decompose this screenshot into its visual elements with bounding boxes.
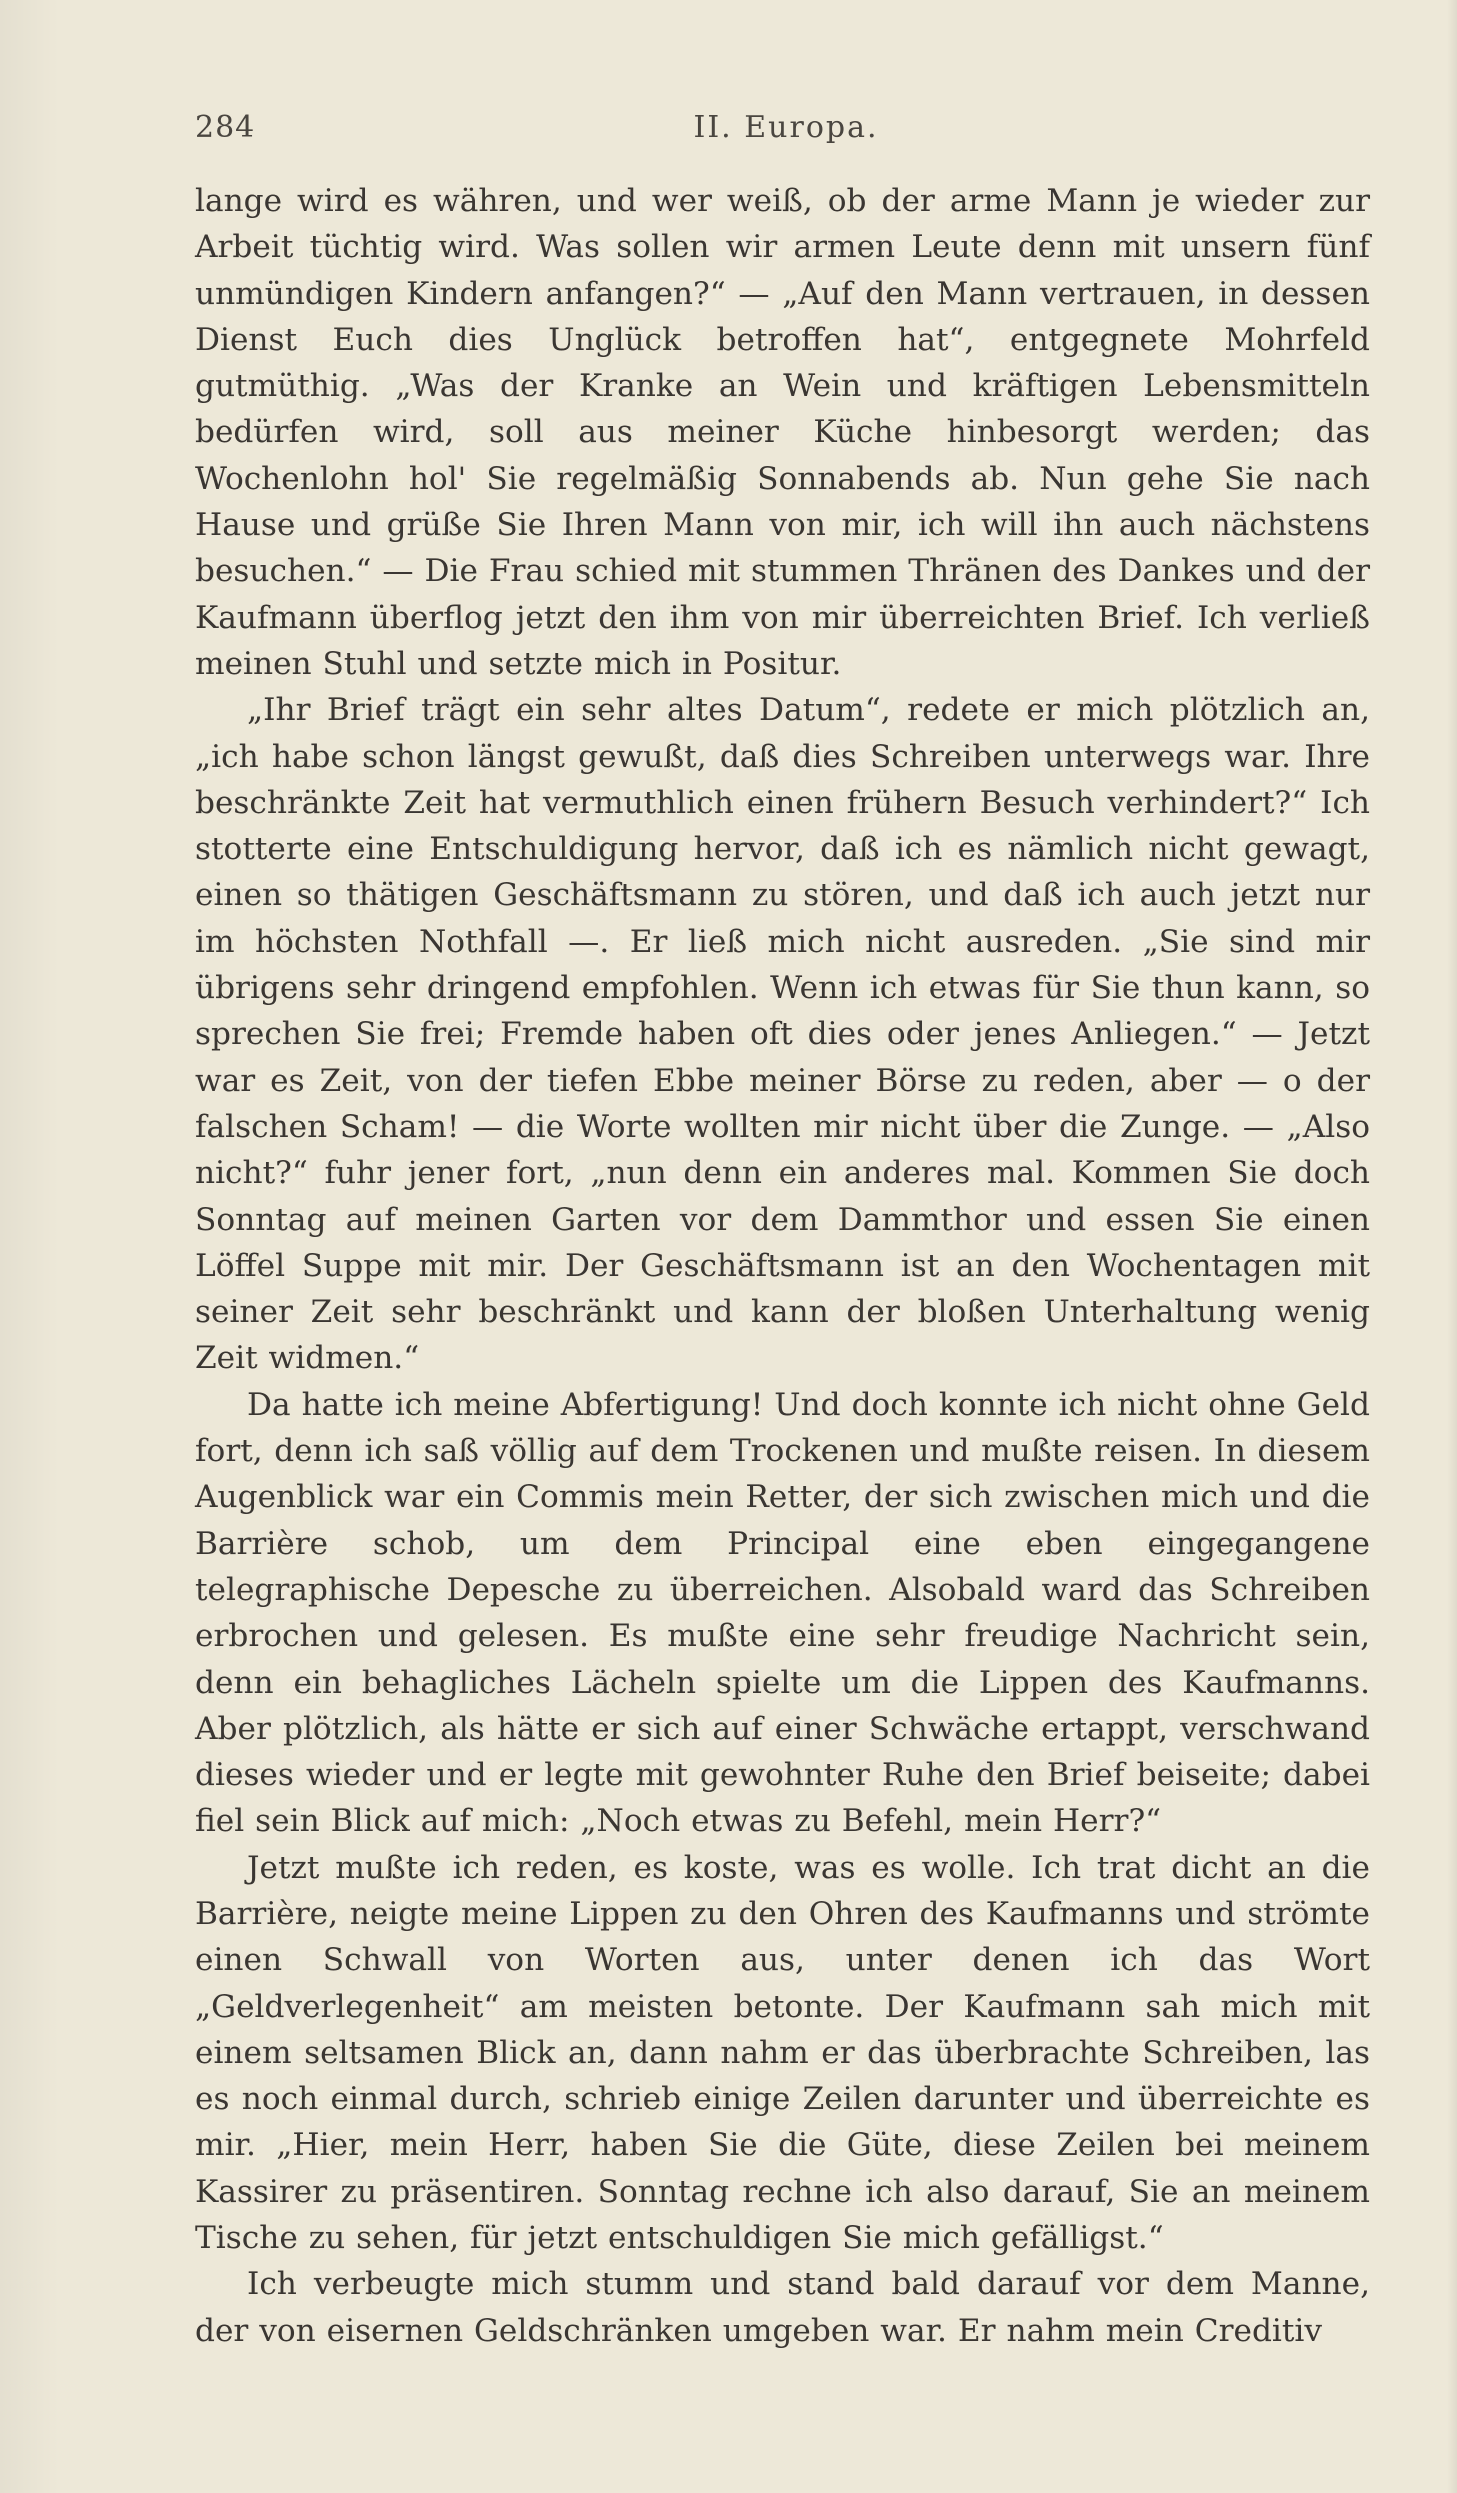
page-edge-shadow xyxy=(1447,0,1457,2493)
paragraph-1: lange wird es währen, und wer weiß, ob der arme Mann je wieder zur Arbeit tüchtig wird. Was sollen wir armen Leute denn mit unsern fünf unmündigen Kindern anfangen?“ — „Auf den Mann vertrauen, in dessen Dienst Euch dies Unglück betroffen hat“, entgegnete Mohrfeld gutmüthig. „Was der Kranke an Wein und kräftigen Lebensmitteln bedürfen wird, soll aus meiner Küche hinbesorgt werden; das Wochenlohn hol' Sie regelmäßig Sonnabends ab. Nun gehe Sie nach Hause und grüße Sie Ihren Mann von mir, ich will ihn auch nächstens besuchen.“ — Die Frau schied mit stummen Thränen des Dankes und der Kaufmann überflog jetzt den ihm von mir überreichten Brief. Ich verließ meinen Stuhl und setzte mich in Positur. xyxy=(195,183,1370,682)
paragraph-2: „Ihr Brief trägt ein sehr altes Datum“, redete er mich plötzlich an, „ich habe schon längst gewußt, daß dies Schreiben unterwegs war. Ihre beschränkte Zeit hat vermuthlich einen frühern Besuch verhindert?“ Ich stotterte eine Entschuldigung hervor, daß ich es nämlich nicht gewagt, einen so thätigen Geschäftsmann zu stören, und daß ich auch jetzt nur im höchsten Nothfall —. Er ließ mich nicht ausreden. „Sie sind mir übrigens sehr dringend empfohlen. Wenn ich etwas für Sie thun kann, so sprechen Sie frei; Fremde haben oft dies oder jenes Anliegen.“ — Jetzt war es Zeit, von der tiefen Ebbe meiner Börse zu reden, aber — o der falschen Scham! — die Worte wollten mir nicht über die Zunge. — „Also nicht?“ fuhr jener fort, „nun denn ein anderes mal. Kommen Sie doch Sonntag auf meinen Garten vor dem Dammthor und essen Sie einen Löffel Suppe mit mir. Der Geschäftsmann ist an den Wochentagen mit seiner Zeit sehr beschränkt und kann der bloßen Unterhaltung wenig Zeit widmen.“ xyxy=(195,692,1370,1377)
body-text xyxy=(195,178,1370,2354)
page-number: 284 xyxy=(195,110,256,145)
paragraph-4: Jetzt mußte ich reden, es koste, was es wolle. Ich trat dicht an die Barrière, neigte meine Lippen zu den Ohren des Kaufmanns und strömte einen Schwall von Worten aus, unter denen ich das Wort „Geldverlegenheit“ am meisten betonte. Der Kaufmann sah mich mit einem seltsamen Blick an, dann nahm er das überbrachte Schreiben, las es noch einmal durch, schrieb einige Zeilen darunter und überreichte es mir. „Hier, mein Herr, haben Sie die Güte, diese Zeilen bei meinem Kassirer zu präsentiren. Sonntag rechne ich also darauf, Sie an meinem Tische zu sehen, für jetzt entschuldigen Sie mich gefälligst.“ xyxy=(195,1849,1370,2257)
page-header xyxy=(195,110,1377,158)
paragraph-5: Ich verbeugte mich stumm und stand bald darauf vor dem Manne, der von eisernen Geldschränken umgeben war. Er nahm mein Creditiv xyxy=(195,2266,1370,2349)
running-title: II. Europa. xyxy=(693,110,879,145)
paragraph-3: Da hatte ich meine Abfertigung! Und doch konnte ich nicht ohne Geld fort, denn ich saß völlig auf dem Trockenen und mußte reisen. In diesem Augenblick war ein Commis mein Retter, der sich zwischen mich und die Barrière schob, um dem Principal eine eben eingegangene telegraphische Depesche zu überreichen. Alsobald ward das Schreiben erbrochen und gelesen. Es mußte eine sehr freudige Nachricht sein, denn ein behagliches Lächeln spielte um die Lippen des Kaufmanns. Aber plötzlich, als hätte er sich auf einer Schwäche ertappt, verschwand dieses wieder und er legte mit gewohnter Ruhe den Brief beiseite; dabei fiel sein Blick auf mich: „Noch etwas zu Befehl, mein Herr?“ xyxy=(195,1386,1370,1840)
